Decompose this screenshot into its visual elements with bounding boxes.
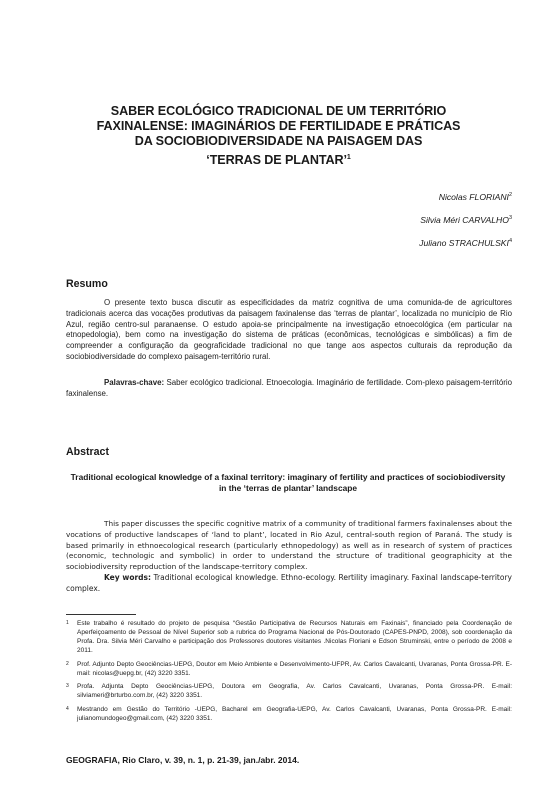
abstract-title: Traditional ecological knowledge of a faxinal territory: imaginary of fertility and practices of sociobiodiversity in the ‘terras de plantar’ landscape: [70, 472, 506, 494]
author-list: [419, 185, 512, 254]
footnote: [66, 683, 512, 701]
footnote-text: Mestrando em Gestão do Território -UEPG, Bacharel em Geografia-UEPG, Av. Carlos Cavalcanti, Uvaranas, Ponta Grossa-PR. E-mail: julianomundogeo@gmail.com, (42) 3220 3351.: [77, 706, 512, 723]
footnote-text: Prof. Adjunto Depto Geociências-UEPG, Doutor em Meio Ambiente e Desenvolvimento-UFPR, Av. Carlos Cavalcanti, Uvaranas, Ponta Grossa-PR. E-mail: nicolas@uepg.br, (42) 3220 3351.: [77, 660, 512, 677]
author: [419, 231, 512, 254]
article-title: [60, 104, 497, 168]
footnote-text: Este trabalho é resultado do projeto de pesquisa “Gestão Participativa de Recursos Naturais em Faxinais”, financiado pela Coordenação de Aperfeiçoamento de Pessoal de Nível Superior sob a rubrica do Programa Nacional de Pós-Doutorado (CAPES-PNPD, 2008), sob coordenação da Profa. Dra. Silvia Méri Carvalho e participação dos Professores doutores visitantes .Nicolas Floriani e Edson Struminski, entre o período de 2008 e 2011.: [77, 620, 512, 654]
footnote-mark: 3: [66, 683, 69, 690]
footnote-mark: 2: [66, 660, 69, 667]
author: [419, 208, 512, 231]
abstract-paragraph: This paper discusses the specific cognitive matrix of a community of traditional farmers faxinalenses about the vocations of productive landscapes of ‘land to plant’, located in Rio Azul, central-south region of Paraná. The study is based primarily in ethnoecological research (particularly ethnopedology) as well as in research of system of practices (economic, technologic and symbolic) in order to understand the structure of traditional geographicity at the sociobiodiversity reproduction of the landscape-territory complex.: [66, 519, 512, 572]
journal-citation: GEOGRAFIA, Rio Claro, v. 39, n. 1, p. 21-39, jan./abr. 2014.: [66, 755, 300, 765]
author-footnote-mark: 3: [508, 214, 512, 221]
footnote: [66, 706, 512, 724]
title-line: DA SOCIOBIODIVERSIDADE NA PAISAGEM DAS: [134, 134, 423, 149]
footnote-mark: 1: [66, 620, 69, 626]
resumo-keywords: [66, 378, 512, 400]
keywords-label: Palavras-chave:: [104, 378, 165, 387]
footnote: [66, 661, 512, 679]
author-name: Juliano STRACHULSKI: [419, 237, 509, 248]
abstract-heading: Abstract: [66, 446, 109, 458]
author-footnote-mark: 2: [508, 192, 512, 198]
title-line-text: ‘TERRAS DE PLANTAR’: [206, 152, 347, 167]
author: [419, 185, 512, 208]
title-line: [60, 150, 497, 168]
footnote: [66, 620, 512, 656]
abstract-keywords: [66, 573, 512, 595]
author-name: Nicolas FLORIANI: [438, 191, 509, 202]
resumo-heading: Resumo: [66, 278, 108, 290]
title-line: FAXINALENSE: IMAGINÁRIOS DE FERTILIDADE E PRÁTICAS: [96, 119, 461, 134]
author-name: Silvia Méri CARVALHO: [420, 214, 509, 225]
footnote-mark: 4: [66, 706, 69, 713]
title-line: SABER ECOLÓGICO TRADICIONAL DE UM TERRITÓRIO: [110, 104, 447, 118]
title-footnote-mark: 1: [346, 153, 351, 161]
keywords-text: Saber ecológico tradicional. Etnoecologia. Imaginário de fertilidade. Com-plexo paisagem-território faxinalense.: [66, 378, 512, 398]
keywords-text: Traditional ecological knowledge. Ethno-ecology. Rertility imaginary. Faxinal landscape-territory complex.: [66, 573, 512, 593]
resumo-paragraph: O presente texto busca discutir as especificidades da matriz cognitiva de uma comunida-de de agricultores tradicionais acerca das vocações produtivas da paisagem faxinalense das ‘terras de plantar’, localizada no município de Rio Azul, região centro-sul paranaense. O estudo apoia-se principalmente na investigação etnoecológica (em particular na etnopedologia), bem como na investigação do sistema de práticas (econômicas, tecnológicas e simbólicas) a fim de compreender a configuração da geograficidade tradicional no que tange aos aspectos culturais da reprodução da sociobiodiversidade do complexo paisagem-território rural.: [66, 298, 512, 361]
footnotes: [66, 620, 512, 729]
footnote-text: Profa. Adjunta Depto Geociências-UEPG, Doutora em Geografia, Av. Carlos Cavalcanti, Uvaranas, Ponta Grossa-PR. E-mail: silviameri@brturbo.com.br, (42) 3220 3351.: [77, 683, 512, 700]
keywords-label: Key words:: [104, 573, 152, 582]
footnote-divider: [66, 614, 136, 615]
author-footnote-mark: 4: [508, 237, 512, 244]
